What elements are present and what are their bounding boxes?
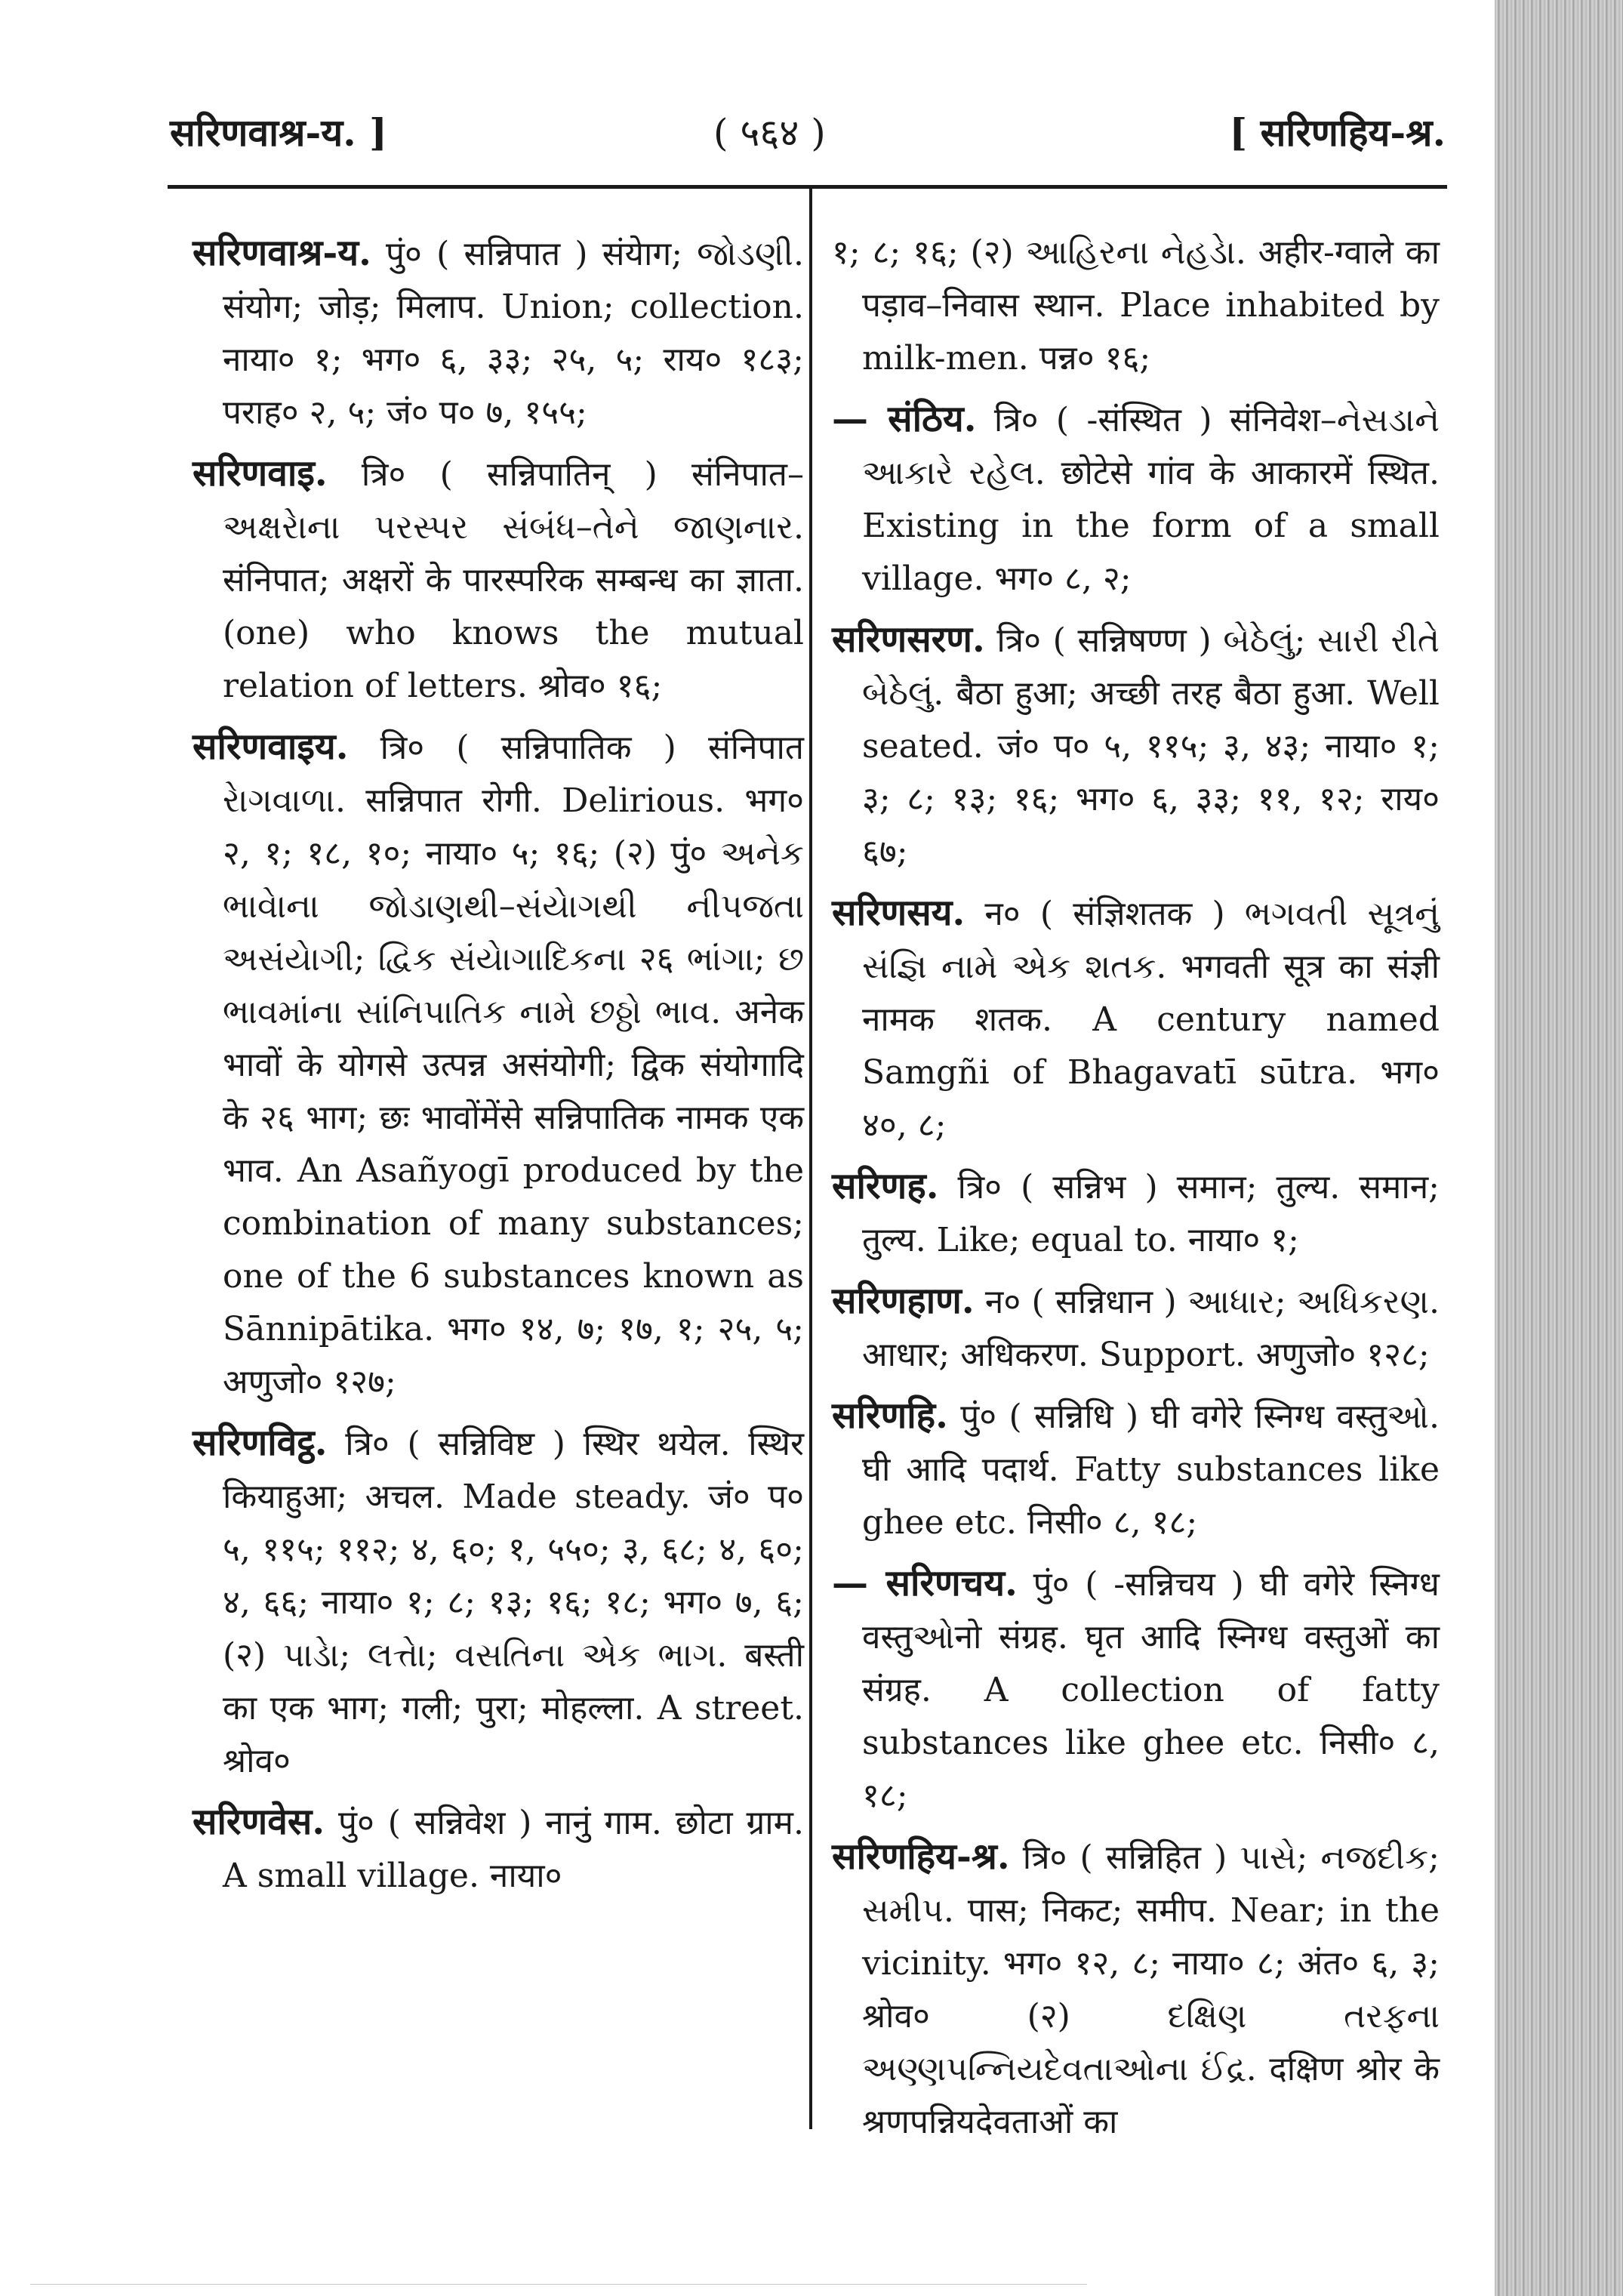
dictionary-entry (192, 720, 804, 1409)
entry-text: पुं० ( सन्निपात ) संयेाग; જોડણી. संयोग; जोड़; मिलाप. Union; collection. नाया० १; भग० ६, ३३; २५, ५; राय० १८३; पराह० २, ५; जं० प० ७, १५५; (223, 235, 804, 432)
header-left-guideword: सरिणवाश्र-य. ] (170, 110, 387, 155)
entry-text: त्रि० ( सन्निपातिक ) संनिपात રેાગવાળા. सन्निपात रोगी. Delirious. भग० २, १; १८, १०; नाया० ५; १६; (२) पुं० અનેક ભાવેાના જોડાણથી–સંયેાગથી નીપજતા અસંયેાગી; દ્વિક સંયેાગાદિકના २६ ભાંગા; છ ભાવમાંના સાંનિપાતિક નામે છઠ્ઠો ભાવ. अनेक भावों के योगसे उत्पन्न असंयोगी; द्विक संयोगादि के २६ भाग; छः भावोंमेंसे सन्निपातिक नामक एक भाव. An Asañyogī produced by the combination of many substances; one of the 6 substances known as Sānnipātika. भग० १४, ७; १७, १; २५, ५; अणुजो० १२७; (223, 729, 804, 1401)
column-divider (809, 189, 812, 2129)
page-number: ( ५६४ ) (713, 111, 826, 155)
entry-headword: सरिणसय. (832, 892, 965, 934)
dictionary-entry (832, 886, 1440, 1152)
entry-text: पुं० ( सन्निवेश ) नानुं गाम. छोटा ग्राम. A small village. नाया० (223, 1804, 804, 1895)
dictionary-entry (832, 1389, 1440, 1549)
entry-text: पुं० ( -सन्निचय ) घी वगेरे स्निग्ध वस्तुઓनो संग्रह. घृत आदि स्निग्ध वस्तुओं का संग्रह. A collection of fatty substances like ghee etc. निसी० ८, १८; (862, 1565, 1440, 1815)
entry-headword: सरिणवाश्र-य. (192, 232, 371, 274)
dictionary-entry (832, 1274, 1440, 1382)
entry-headword: सरिणवेस. (192, 1801, 325, 1843)
entry-text: त्रि० ( -संस्थित ) संनिवेश–નેસડાને આકારે રહેલ. छोटेसे गांव के आकारमें स्थित. Existing in the form of a small village. भग० ८, २; (862, 401, 1440, 598)
right-column (832, 227, 1440, 2156)
dictionary-entry (832, 613, 1440, 879)
dictionary-entry-continued (832, 227, 1440, 385)
subentry-headword: — सरिणचय. (832, 1562, 1018, 1604)
dictionary-subentry (832, 1557, 1440, 1823)
entry-text: त्रि० ( सन्निभ ) समान; तुल्य. समान; तुल्य. Like; equal to. नाया० १; (862, 1168, 1440, 1259)
entry-text: न० ( संज्ञिशतक ) ભગવતી સૂત્રનું સંજ્ઞિ નામે એક શતક. भगवती सूत्र का संज्ञी नामक शतक. A century named Samgñi of Bhagavatī sūtra. भग० ४०, ८; (862, 895, 1440, 1145)
bottom-rule (30, 2284, 1087, 2285)
dictionary-entry (192, 227, 804, 439)
left-column (192, 227, 804, 1910)
page-edge-shadow (1495, 0, 1623, 2296)
header-rule (168, 185, 1447, 189)
dictionary-entry (832, 1830, 1440, 2149)
dictionary-entry (832, 1160, 1440, 1267)
entry-headword: सरिणह. (832, 1165, 939, 1207)
entry-headword: सरिणसरण. (832, 618, 985, 661)
dictionary-entry (192, 447, 804, 713)
entry-text: त्रि० ( सन्निविष्ट ) स्थिर थयेल. स्थिर कियाहुआ; अचल. Made steady. जं० प० ५, ११५; ११२; ४, ६०; १, ५५०; ३, ६८; ४, ६०; ४, ६६; नाया० १; ८; १३; १६; १८; भग० ७, ६; (२) પાડેા; લત્તેા; વસતિના એક ભાગ. बस्ती का एक भाग; गली; पुरा; मोहल्ला. A street. श्रोव० (223, 1425, 804, 1780)
entry-text: त्रि० ( सन्निषण्ण ) બેઠેલું; સારી રીતે બેઠેલું. बैठा हुआ; अच्छी तरह बैठा हुआ. Well seated. जं० प० ५, ११५; ३, ४३; नाया० १; ३; ८; १३; १६; भग० ६, ३३; ११, १२; राय० ६७; (862, 621, 1440, 871)
dictionary-entry (192, 1795, 804, 1903)
dictionary-subentry (832, 393, 1440, 606)
entry-headword: सरिणवाइ. (192, 452, 328, 495)
entry-headword: सरिणहिय-श्र. (832, 1835, 1010, 1878)
entry-headword: सरिणहि. (832, 1395, 948, 1437)
entry-headword: सरिणविट्ठ. (192, 1422, 328, 1464)
entry-text: त्रि० ( सन्निपातिन् ) संनिपात– અક્ષરેાના પરસ્પર સંબંધ–તેને જાણનાર. संनिपात; अक्षरों के पारस्परिक सम्बन्ध का ज्ञाता. (one) who knows the mutual relation of letters. श्रोव० १६; (223, 455, 804, 705)
entry-text: १; ८; १६; (२) આહિરના નેહડેા. अहीर-ग्वाले का पड़ाव–निवास स्थान. Place inhabited by milk-men. पन्न० १६; (832, 233, 1440, 378)
entry-text: त्रि० ( सन्निहित ) પાસે; નજદીક; સમીપ. पास; निकट; समीप. Near; in the vicinity. भग० १२, ८; नाया० ८; अंत० ६, ३; श्रोव० (२) દક્ષિણ તરફના અણ્ણપન્નિયદેવતાઓના ઈંદ્ર. दक्षिण श्रोर के श्रणपन्नियदेवताओं का (862, 1838, 1440, 2141)
entry-headword: सरिणवाइय. (192, 726, 349, 768)
running-header (170, 98, 1446, 155)
entry-text: न० ( सन्निधान ) આધાર; અધિકરણ. आधार; अधिकरण. Support. अणुजो० १२८; (862, 1283, 1440, 1374)
subentry-headword: — संठिय. (832, 398, 977, 440)
entry-headword: सरिणहाण. (832, 1280, 975, 1322)
header-right-guideword: [ सरिणहिय-श्र. (1229, 110, 1446, 155)
entry-text: पुं० ( सन्निधि ) घी वगेरे स्निग्ध वस्तुઓ. घी आदि पदार्थ. Fatty substances like ghee etc. निसी० ८, १८; (862, 1398, 1440, 1542)
dictionary-entry (192, 1416, 804, 1788)
